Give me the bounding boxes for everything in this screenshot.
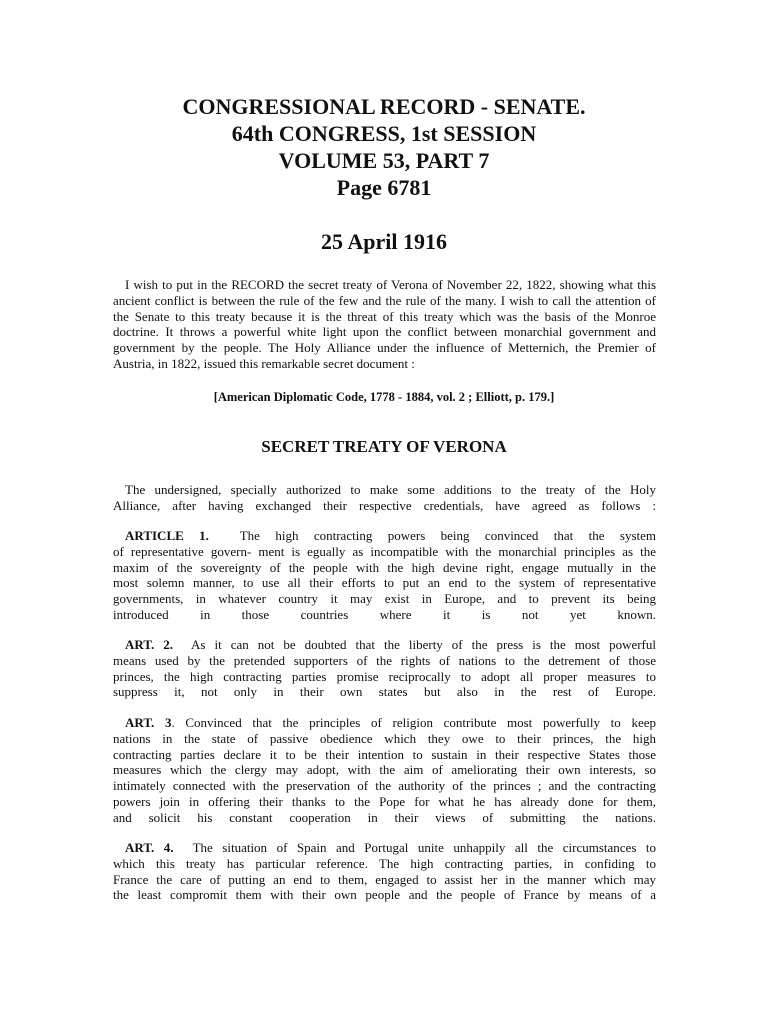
intro-line: Austria, in 1822, issued this remarkable secret document : (113, 355, 415, 371)
paragraph-line: and solicit his constant cooperation in their views of submitting the nations. (113, 809, 656, 825)
paragraph-line: suppress it, not only in their own states but also in the rest of Europe. (113, 684, 656, 700)
header-line-2: 64th CONGRESS, 1st SESSION (231, 121, 537, 146)
paragraph-line: nations in the state of passive obedience which they owe to their princes, the high (113, 730, 656, 746)
paragraph-line: which this treaty has particular reference. The high contracting parties, in confiding to (113, 855, 656, 871)
document-date: 25 April 1916 (321, 229, 447, 254)
article-label: ART. 2. (125, 637, 174, 652)
intro-line: ancient conflict is between the rule of the few and the rule of the many. I wish to call the attention of (113, 292, 656, 308)
article-first-line (113, 528, 656, 544)
article-3 (113, 715, 656, 826)
intro-line: doctrine. It throws a powerful white light upon the conflict between monarchial government and (113, 324, 656, 340)
article-label: ARTICLE 1. (125, 528, 209, 543)
undersigned-paragraph (113, 482, 656, 514)
article-4 (113, 840, 656, 903)
citation: [American Diplomatic Code, 1778 - 1884, vol. 2 ; Elliott, p. 179.] (213, 390, 555, 404)
article-first-line (113, 637, 656, 653)
paragraph-line: the least compromit them with their own people and the people of France by means of a (113, 887, 656, 903)
intro-line: I wish to put in the RECORD the secret treaty of Verona of November 22, 1822, showing what this (125, 277, 656, 292)
article-first-line (113, 715, 656, 731)
paragraph-line: princes, the high contracting parties promise reciprocally to adopt all proper measures to (113, 668, 656, 684)
article-label: ART. 4. (125, 840, 174, 855)
paragraph-line: maxim of the sovereignty of the people with the high devine right, engage mutually in the (113, 559, 656, 575)
document-header (0, 93, 768, 201)
article-text: As it can not be doubted that the liberty of the press is the most powerful (191, 637, 656, 652)
paragraph-line: means used by the pretended supporters of the rights of nations to the detrement of those (113, 652, 656, 668)
paragraph-line: Alliance, after having exchanged their respective credentials, have agreed as follows : (113, 497, 656, 513)
paragraph-line: most solemn manner, to use all their efforts to put an end to the system of representative (113, 575, 656, 591)
article-2 (113, 637, 656, 700)
header-line-1: CONGRESSIONAL RECORD - SENATE. (182, 94, 586, 119)
paragraph-line: introduced in those countries where it is not yet known. (113, 606, 656, 622)
intro-line: the Senate to this treaty because it is the threat of this treaty which was the basis of the Monroe (113, 308, 656, 324)
paragraph-line: contracting parties declare it to be their intention to sustain in their respective States those (113, 746, 656, 762)
article-text: The high contracting powers being convinced that the system (239, 528, 657, 543)
paragraph-line: governments, in whatever country it may exist in Europe, and to prevent its being (113, 591, 656, 607)
treaty-title: SECRET TREATY OF VERONA (261, 437, 507, 456)
paragraph-line: France the care of putting an end to them, engaged to assist her in the manner which may (113, 871, 656, 887)
paragraph-line: powers join in offering their thanks to the Pope for what he has already done for them, (113, 793, 656, 809)
paragraph-line: measures which the clergy may adopt, with the aim of ameliorating their own interests, so (113, 762, 656, 778)
paragraph-line: The undersigned, specially authorized to make some additions to the treaty of the Holy (125, 482, 656, 497)
article-text: . Convinced that the principles of religion contribute most powerfully to keep (171, 715, 656, 730)
header-line-4: Page 6781 (336, 175, 432, 200)
intro-line: government by the people. The Holy Alliance under the influence of Metternich, the Premier of (113, 340, 656, 356)
article-1 (113, 528, 656, 623)
header-line-3: VOLUME 53, PART 7 (278, 148, 490, 173)
intro-paragraph (113, 277, 656, 372)
article-text: The situation of Spain and Portugal unite unhappily all the circumstances to (192, 840, 657, 855)
paragraph-line: of representative govern- ment is egually as incompatible with the monarchial principles as the (113, 543, 656, 559)
paragraph-line: intimately connected with the preservation of the authority of the princes ; and the contracting (113, 778, 656, 794)
article-label: ART. 3 (125, 715, 172, 730)
article-first-line (113, 840, 656, 856)
